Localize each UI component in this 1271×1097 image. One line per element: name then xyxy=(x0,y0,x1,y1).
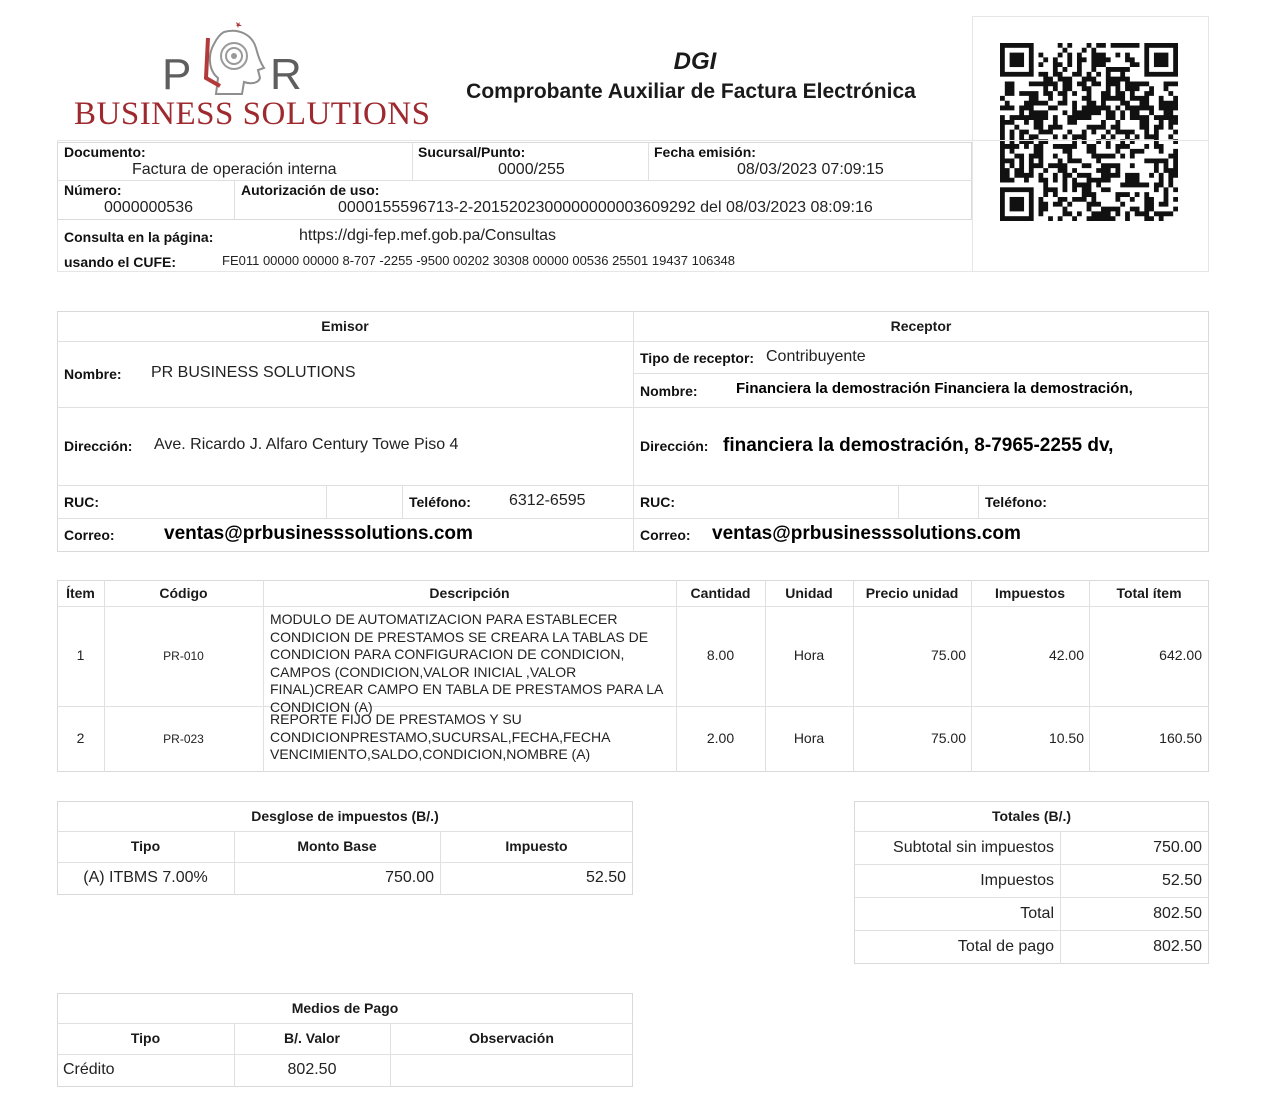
totals-label: Total xyxy=(1020,905,1054,922)
receptor-heading: Receptor xyxy=(890,318,952,334)
tax-monto-value: 750.00 xyxy=(385,869,434,886)
numero-label: Número: xyxy=(64,182,122,198)
autorizacion-value: 0000155596713-2-2015202300000000003609292 del 08/03/2023 08:09:16 xyxy=(338,199,873,216)
logo-letter-p: P xyxy=(162,50,192,99)
tax-col-impuesto: Impuesto xyxy=(505,838,568,854)
table-cell-unidad: Hora xyxy=(793,730,825,746)
col-precio: Precio unidad xyxy=(865,585,959,601)
emisor-nombre-value: PR BUSINESS SOLUTIONS xyxy=(151,364,356,381)
divider xyxy=(57,518,1209,519)
cufe-value: FE011 00000 00000 8-707 -2255 -9500 00202 30308 00000 00536 25501 19437 106348 xyxy=(222,253,736,268)
tax-heading: Desglose de impuestos (B/.) xyxy=(251,808,439,824)
receptor-correo-value: ventas@prbusinesssolutions.com xyxy=(712,523,1021,544)
cufe-label: usando el CUFE: xyxy=(64,254,177,270)
receptor-ruc-label: RUC: xyxy=(640,494,675,510)
table-cell-unidad: Hora xyxy=(793,647,825,663)
receptor-nombre-value: Financiera la demostración Financiera la demostración, xyxy=(736,380,1133,397)
divider xyxy=(633,311,634,552)
divider xyxy=(898,485,899,518)
table-cell-item: 1 xyxy=(76,647,85,663)
sucursal-value: 0000/255 xyxy=(498,161,565,178)
logo-brand-text: BUSINESS SOLUTIONS xyxy=(74,96,431,132)
consulta-label: Consulta en la página: xyxy=(64,229,214,245)
emisor-nombre-label: Nombre: xyxy=(64,366,122,382)
table-cell-codigo: PR-023 xyxy=(163,732,204,746)
divider xyxy=(57,180,972,181)
divider xyxy=(854,864,1209,865)
divider xyxy=(57,485,1209,486)
receptor-telefono-label: Teléfono: xyxy=(985,494,1047,510)
table-cell-total: 160.50 xyxy=(1159,730,1202,746)
emisor-correo-label: Correo: xyxy=(64,527,115,543)
emisor-correo-value: ventas@prbusinesssolutions.com xyxy=(164,523,473,544)
totals-value: 802.50 xyxy=(1153,905,1202,922)
divider xyxy=(854,930,1209,931)
emisor-direccion-value: Ave. Ricardo J. Alfaro Century Towe Piso 4 xyxy=(154,436,459,453)
col-impuestos: Impuestos xyxy=(994,585,1065,601)
page-title: Comprobante Auxiliar de Factura Electrónica xyxy=(466,80,916,103)
divider xyxy=(648,142,649,180)
tax-col-monto: Monto Base xyxy=(297,838,377,854)
authority-title: DGI xyxy=(673,48,717,75)
divider xyxy=(633,373,1209,374)
divider xyxy=(412,142,413,180)
consulta-link[interactable]: https://dgi-fep.mef.gob.pa/Consultas xyxy=(299,227,557,244)
emisor-ruc-label: RUC: xyxy=(64,494,99,510)
col-codigo: Código xyxy=(159,585,208,601)
table-cell-item: 2 xyxy=(76,730,85,746)
table-cell-descripcion: REPORTE FIJO DE PRESTAMOS Y SU CONDICIONPRESTAMO,SUCURSAL,FECHA,FECHA VENCIMIENTO,SALDO,CONDICION,NOMBRE (A) xyxy=(270,711,610,762)
table-cell-impuestos: 10.50 xyxy=(1048,730,1084,746)
autorizacion-label: Autorización de uso: xyxy=(241,182,380,198)
tax-impuesto-value: 52.50 xyxy=(585,869,626,886)
receptor-nombre-label: Nombre: xyxy=(640,383,698,399)
tax-col-tipo: Tipo xyxy=(130,838,161,854)
divider xyxy=(57,341,1209,342)
company-logo xyxy=(74,18,431,132)
fecha-value: 08/03/2023 07:09:15 xyxy=(737,161,884,178)
table-cell-precio: 75.00 xyxy=(930,647,966,663)
divider xyxy=(57,1054,633,1055)
divider xyxy=(57,407,633,408)
receptor-direccion-label: Dirección: xyxy=(640,438,709,454)
documento-value: Factura de operación interna xyxy=(132,161,337,178)
receptor-correo-label: Correo: xyxy=(640,527,691,543)
numero-value: 0000000536 xyxy=(104,199,193,216)
totals-label: Impuestos xyxy=(980,872,1054,889)
divider xyxy=(326,485,327,518)
divider xyxy=(263,580,264,772)
table-cell-impuestos: 42.00 xyxy=(1048,647,1084,663)
col-total: Total ítem xyxy=(1116,585,1182,601)
table-cell-precio: 75.00 xyxy=(930,730,966,746)
payment-heading: Medios de Pago xyxy=(291,1000,399,1016)
tax-tipo-value: (A) ITBMS 7.00% xyxy=(83,869,208,886)
divider xyxy=(854,831,1209,832)
fecha-label: Fecha emisión: xyxy=(654,144,756,160)
col-unidad: Unidad xyxy=(785,585,833,601)
emisor-direccion-label: Dirección: xyxy=(64,438,133,454)
documento-label: Documento: xyxy=(64,144,146,160)
divider xyxy=(978,485,979,518)
totals-value: 802.50 xyxy=(1153,938,1202,955)
divider xyxy=(57,1023,633,1024)
divider xyxy=(57,862,633,863)
receptor-direccion-value: financiera la demostración, 8-7965-2255 dv, xyxy=(723,435,1114,456)
receptor-tipo-label: Tipo de receptor: xyxy=(640,350,755,366)
head-spiral-icon xyxy=(194,18,274,98)
col-descripcion: Descripción xyxy=(429,585,510,601)
divider xyxy=(633,407,1209,408)
divider xyxy=(57,606,1209,607)
table-cell-cantidad: 2.00 xyxy=(706,730,735,746)
table-cell-total: 642.00 xyxy=(1159,647,1202,663)
receptor-tipo-value: Contribuyente xyxy=(766,348,866,365)
emisor-heading: Emisor xyxy=(321,318,369,334)
divider xyxy=(234,180,235,220)
emisor-telefono-value: 6312-6595 xyxy=(509,492,586,509)
totals-value: 750.00 xyxy=(1153,839,1202,856)
col-cantidad: Cantidad xyxy=(690,585,751,601)
table-cell-descripcion: MODULO DE AUTOMATIZACION PARA ESTABLECER CONDICION DE PRESTAMOS SE CREARA LA TABLAS DE CONDICION PARA CONFIGURACION DE CONDICION, CAMPOS (CONDICION,VALOR INICIAL ,VALOR FINAL)CREAR CAMPO EN TABLA DE PRESTAMOS PARA LA CONDICION (A) xyxy=(270,611,663,715)
totals-label: Total de pago xyxy=(957,938,1054,955)
totals-heading: Totales (B/.) xyxy=(991,808,1072,824)
divider xyxy=(402,485,403,518)
divider xyxy=(57,831,633,832)
col-item: Ítem xyxy=(66,585,95,601)
logo-letter-r: R xyxy=(270,50,302,99)
table-cell-codigo: PR-010 xyxy=(163,649,204,663)
table-cell-cantidad: 8.00 xyxy=(706,647,735,663)
emisor-telefono-label: Teléfono: xyxy=(409,494,471,510)
payment-col-tipo: Tipo xyxy=(130,1030,161,1046)
sucursal-label: Sucursal/Punto: xyxy=(418,144,526,160)
totals-label: Subtotal sin impuestos xyxy=(893,839,1054,856)
totals-value: 52.50 xyxy=(1161,872,1202,889)
divider xyxy=(854,897,1209,898)
payment-col-valor: B/. Valor xyxy=(283,1030,341,1046)
payment-valor-value: 802.50 xyxy=(287,1061,337,1078)
payment-col-observacion: Observación xyxy=(469,1030,554,1046)
payment-tipo-value: Crédito xyxy=(63,1061,115,1078)
